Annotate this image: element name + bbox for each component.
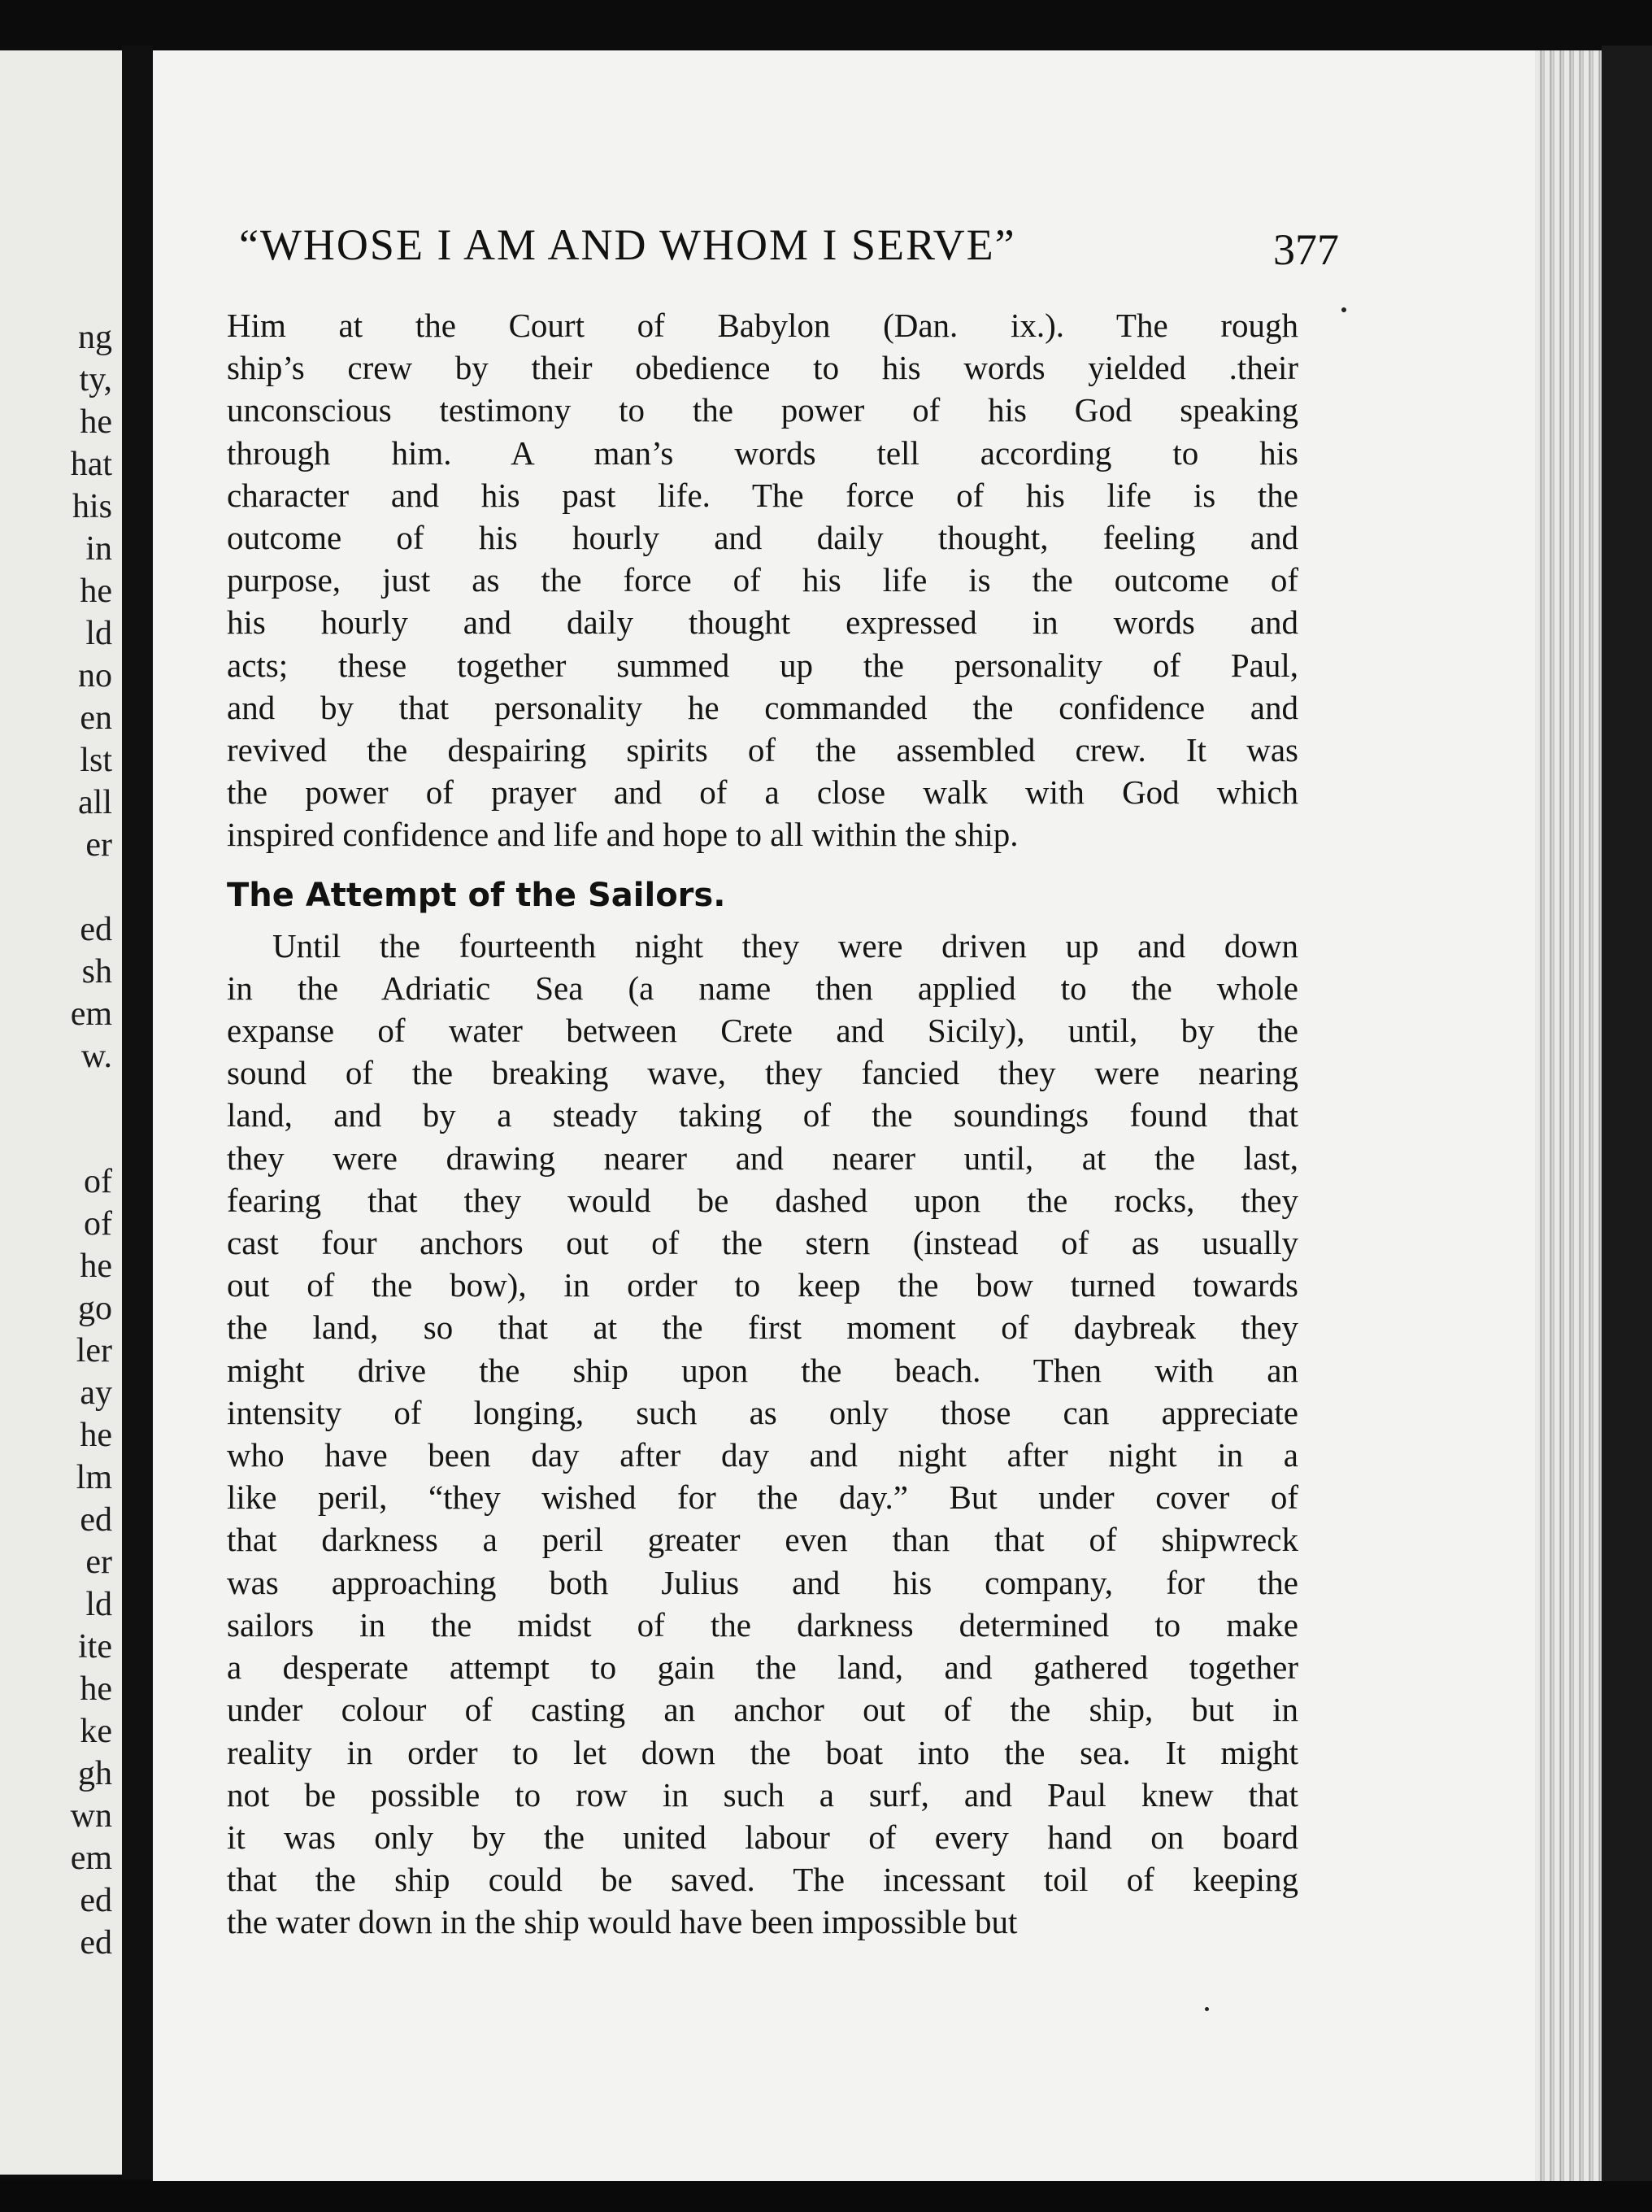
facing-page-fragment: he (80, 1417, 112, 1454)
text-line: was approaching both Julius and his company, for the (227, 1563, 1298, 1601)
facing-page-fragment: en (80, 699, 112, 737)
print-speck (1205, 2007, 1209, 2011)
facing-page-fragment: ld (85, 615, 112, 652)
scan-border (0, 2181, 1652, 2212)
facing-page-fragment: w. (80, 1038, 112, 1075)
text-line: fearing that they would be dashed upon the rocks, they (227, 1181, 1298, 1219)
facing-page-fragment: of (84, 1205, 112, 1243)
print-speck (1341, 307, 1346, 312)
text-line: inspired confidence and life and hope to all within the ship. (227, 816, 1019, 854)
text-line: cast four anchors out of the stern (instead of as usually (227, 1224, 1298, 1262)
page-edge (1535, 50, 1602, 2181)
facing-page-fragment: ng (78, 319, 112, 356)
text-line: sailors in the midst of the darkness determined to make (227, 1605, 1298, 1644)
text-line: in the Adriatic Sea (a name then applied to the whole (227, 969, 1298, 1007)
facing-page-fragment: ed (80, 1501, 112, 1539)
text-line: unconscious testimony to the power of his God speaking (227, 391, 1298, 429)
facing-page-fragment: he (80, 573, 112, 610)
text-line: the water down in the ship would have been impossible but (227, 1903, 1018, 1941)
facing-page-fragment: ty, (79, 361, 112, 398)
facing-page-fragment: ld (85, 1586, 112, 1623)
text-line: Him at the Court of Babylon (Dan. ix.). The rough (227, 307, 1298, 344)
facing-page-fragment: ed (80, 1924, 112, 1962)
facing-page-fragment: go (78, 1290, 112, 1327)
facing-page-fragment: he (80, 1248, 112, 1285)
text-line: like peril, “they wished for the day.” But under cover of (227, 1478, 1298, 1517)
paragraph (227, 925, 1298, 1944)
facing-page-fragment: lst (80, 742, 112, 779)
text-line: it was only by the united labour of every hand on board (227, 1818, 1298, 1856)
text-line: a desperate attempt to gain the land, and gathered together (227, 1648, 1298, 1687)
facing-page-fragment: lm (76, 1459, 112, 1496)
facing-page-fragment: ler (76, 1332, 112, 1369)
text-line: they were drawing nearer and nearer until, at the last, (227, 1139, 1298, 1177)
paragraph (227, 304, 1298, 856)
facing-page-fragment: he (80, 1670, 112, 1708)
text-line: expanse of water between Crete and Sicily), until, by the (227, 1012, 1298, 1050)
facing-page-fragment: em (70, 995, 112, 1033)
facing-page-fragment: em (70, 1840, 112, 1877)
text-line: intensity of longing, such as only those can appreciate (227, 1393, 1298, 1431)
text-line: through him. A man’s words tell according to his (227, 433, 1298, 472)
facing-page-fragment: ay (80, 1374, 112, 1412)
facing-page-fragment: all (78, 784, 112, 821)
text-line: revived the despairing spirits of the assembled crew. It was (227, 731, 1298, 769)
page-body (227, 304, 1298, 1944)
facing-page (0, 50, 122, 2175)
facing-page-fragment: ed (80, 911, 112, 948)
running-head: “WHOSE I AM AND WHOM I SERVE” (239, 220, 1016, 269)
text-line: not be possible to row in such a surf, and Paul knew that (227, 1775, 1298, 1814)
book-page (153, 50, 1535, 2181)
text-line: that darkness a peril greater even than that of shipwreck (227, 1521, 1298, 1559)
text-line: sound of the breaking wave, they fancied they were nearing (227, 1054, 1298, 1092)
text-line: land, and by a steady taking of the soundings found that (227, 1096, 1298, 1134)
facing-page-fragment: ite (78, 1628, 112, 1666)
text-line: who have been day after day and night after night in a (227, 1436, 1298, 1474)
facing-page-fragment: gh (78, 1755, 112, 1792)
page-header (239, 164, 1377, 274)
text-line: the land, so that at the first moment of daybreak they (227, 1308, 1298, 1347)
text-line: the power of prayer and of a close walk with God which (227, 773, 1298, 812)
facing-page-fragment: of (84, 1163, 112, 1200)
text-line: reality in order to let down the boat into the sea. It might (227, 1733, 1298, 1771)
text-line: under colour of casting an anchor out of the ship, but in (227, 1691, 1298, 1729)
facing-page-fragment: he (80, 403, 112, 441)
text-line: and by that personality he commanded the confidence and (227, 688, 1298, 726)
section-heading: The Attempt of the Sailors. (227, 876, 726, 914)
text-line: purpose, just as the force of his life is the outcome of (227, 561, 1298, 599)
text-line: out of the bow), in order to keep the bow turned towards (227, 1266, 1298, 1304)
text-line: outcome of his hourly and daily thought, feeling and (227, 519, 1298, 557)
facing-page-fragment: ke (80, 1713, 112, 1750)
text-line: Until the fourteenth night they were driven up and down (272, 926, 1298, 964)
facing-page-fragment: ed (80, 1882, 112, 1919)
facing-page-fragment: er (85, 826, 112, 864)
facing-page-fragment: hat (70, 446, 112, 483)
facing-page-fragment: er (85, 1544, 112, 1581)
text-line: acts; these together summed up the personality of Paul, (227, 646, 1298, 684)
text-line: his hourly and daily thought expressed in words and (227, 603, 1298, 642)
text-line: might drive the ship upon the beach. Then with an (227, 1351, 1298, 1389)
book-gutter (122, 46, 153, 2179)
facing-page-fragment: in (85, 530, 112, 568)
facing-page-fragment: wn (70, 1797, 112, 1835)
book-edge (1602, 46, 1652, 2192)
text-line: that the ship could be saved. The incessant toil of keeping (227, 1861, 1298, 1899)
facing-page-fragment: no (78, 657, 112, 695)
text-line: character and his past life. The force of his life is the (227, 476, 1298, 514)
text-line: ship’s crew by their obedience to his words yielded .their (227, 349, 1298, 387)
facing-page-fragment: his (72, 488, 112, 525)
page-number: 377 (1273, 225, 1339, 274)
facing-page-fragment: sh (81, 953, 112, 991)
